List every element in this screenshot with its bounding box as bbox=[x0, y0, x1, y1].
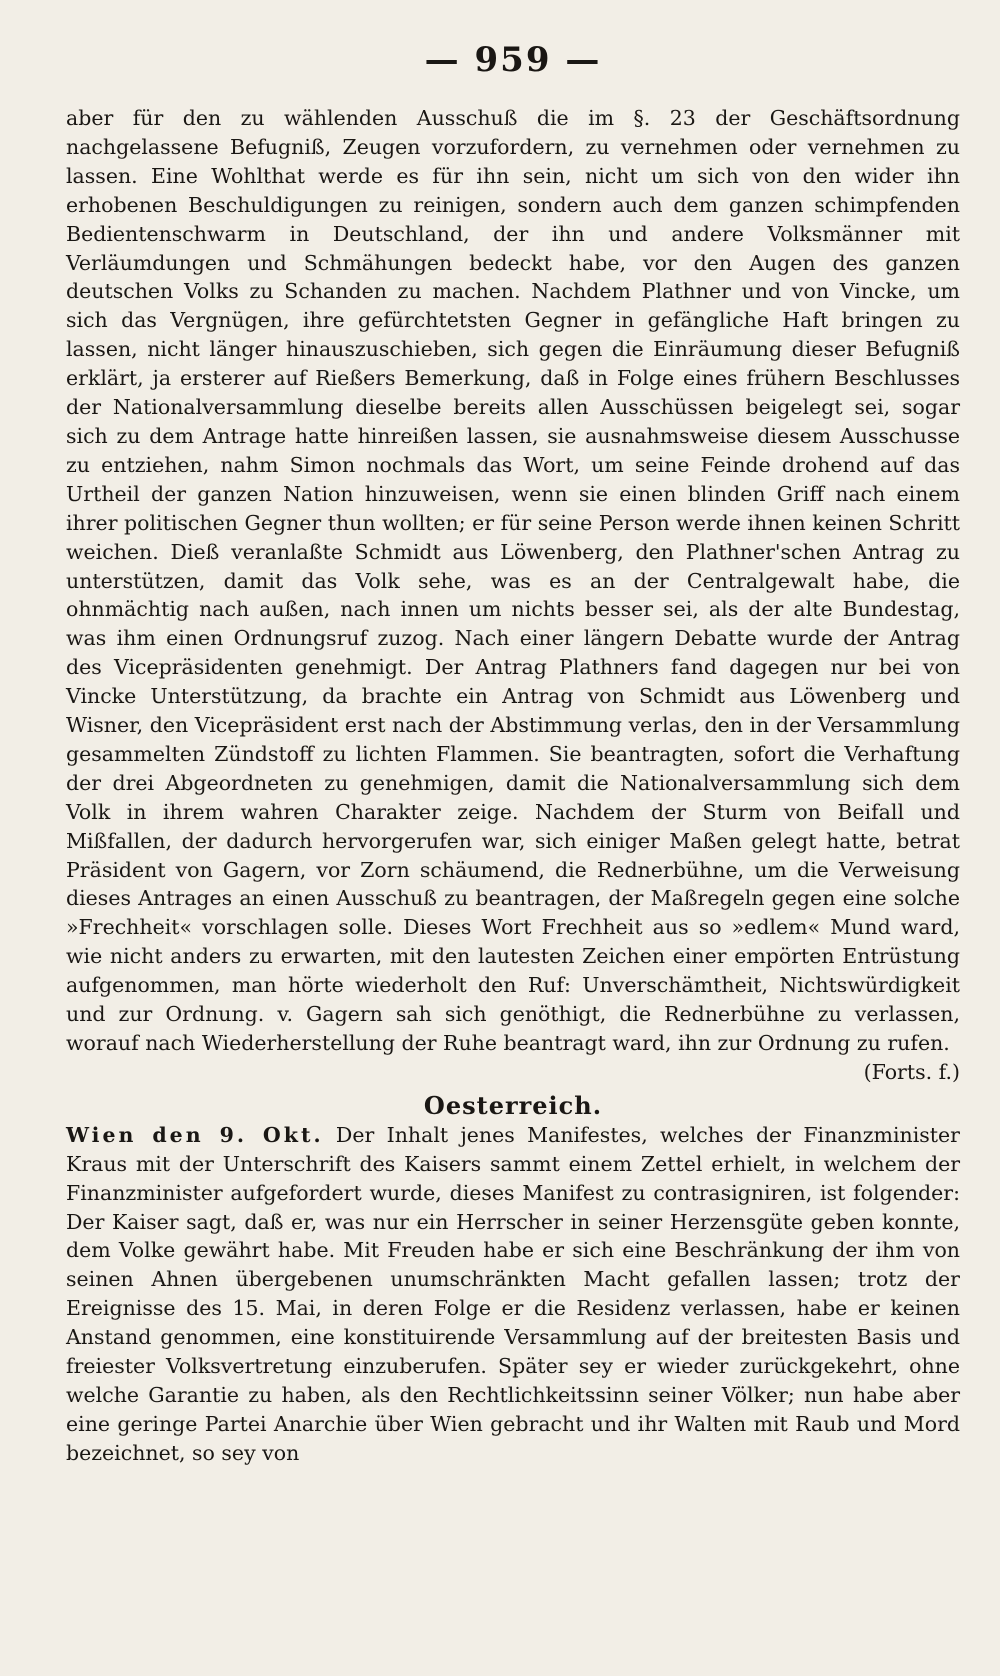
section-heading: Oesterreich. bbox=[423, 1090, 603, 1120]
continuation-note: (Forts. f.) bbox=[863, 1059, 960, 1084]
section-paragraph bbox=[66, 1121, 960, 1468]
article-paragraph: aber für den zu wählenden Ausschuß die im §. 23 der Geschäftsordnung nachgelassene Befugniß, Zeugen vorzufordern, zu vernehmen oder vernehmen zu lassen. Eine Wohlthat werde es für ihn sein, nicht um sich von den wider ihn erhobenen Beschuldigungen zu reinigen, sondern auch dem ganzen schimpfenden Bedientenschwarm in Deutschland, der ihn und andere Volksmänner mit Verläumdungen und Schmähungen bedeckt habe, vor den Augen des ganzen deutschen Volks zu Schanden zu machen. Nachdem Plathner und von Vincke, um sich das Vergnügen, ihre gefürchtetsten Gegner in gefängliche Haft bringen zu lassen, nicht länger hinauszuschieben, sich gegen die Einräumung dieser Befugniß erklärt, ja ersterer auf Rießers Bemerkung, daß in Folge eines frühern Beschlusses der Nationalversammlung dieselbe bereits allen Ausschüssen beigelegt sei, sogar sich zu dem Antrage hatte hinreißen lassen, sie ausnahmsweise diesem Ausschusse zu entziehen, nahm Simon nochmals das Wort, um seine Feinde drohend auf das Urtheil der ganzen Nation hinzuweisen, wenn sie einen blinden Griff nach einem ihrer politischen Gegner thun wollten; er für seine Person werde ihnen keinen Schritt weichen. Dieß veranlaßte Schmidt aus Löwenberg, den Plathner'schen Antrag zu unterstützen, damit das Volk sehe, was es an der Centralgewalt habe, die ohnmächtig nach außen, nach innen um nichts besser sei, als der alte Bundestag, was ihm einen Ordnungsruf zuzog. Nach einer längern Debatte wurde der Antrag des Vicepräsidenten genehmigt. Der Antrag Plathners fand dagegen nur bei von Vincke Unterstützung, da brachte ein Antrag von Schmidt aus Löwenberg und Wisner, den Vicepräsident erst nach der Abstimmung verlas, den in der Versammlung gesammelten Zündstoff zu lichten Flammen. Sie beantragten, sofort die Verhaftung der drei Abgeordneten zu genehmigen, damit die Nationalversammlung sich dem Volk in ihrem wahren Charakter zeige. Nachdem der Sturm von Beifall und Mißfallen, der dadurch hervorgerufen war, sich einiger Maßen gelegt hatte, betrat Präsident von Gagern, vor Zorn schäumend, die Rednerbühne, um die Verweisung dieses Antrages an einen Ausschuß zu beantragen, der Maßregeln gegen eine solche »Frechheit« vorschlagen solle. Dieses Wort Frechheit aus so »edlem« Mund ward, wie nicht anders zu erwarten, mit den lautesten Zeichen einer empörten Entrüstung aufgenommen, man hörte wiederholt den Ruf: Unverschämtheit, Nichtswürdigkeit und zur Ordnung. v. Gagern sah sich genöthigt, die Rednerbühne zu verlassen, worauf nach Wiederherstellung der Ruhe beantragt ward, ihn zur Ordnung zu rufen. bbox=[66, 106, 960, 1055]
section-dateline: Wien den 9. Okt. bbox=[66, 1122, 324, 1147]
page-number: — 959 — bbox=[424, 40, 602, 80]
continuation-line bbox=[66, 1058, 960, 1087]
section-text: Der Inhalt jenes Manifestes, welches der Finanzminister Kraus mit der Unterschrift des Kaisers sammt einem Zettel erhielt, in welchem der Finanzminister aufgefordert wurde, dieses Manifest zu contrasigniren, ist folgender: Der Kaiser sagt, daß er, was nur ein Herrscher in seiner Herzensgüte geben konnte, dem Volke gewährt habe. Mit Freuden habe er sich eine Beschränkung der ihm von seinen Ahnen übergebenen unumschränkten Macht gefallen lassen; trotz der Ereignisse des 15. Mai, in deren Folge er die Residenz verlassen, habe er keinen Anstand genommen, eine konstituirende Versammlung auf der breitesten Basis und freiester Volksvertretung einzuberufen. Später sey er wieder zurückgekehrt, ohne welche Garantie zu haben, als den Rechtlichkeitssinn seiner Völker; nun habe aber eine geringe Partei Anarchie über Wien gebracht und ihr Walten mit Raub und Mord bezeichnet, so sey von bbox=[66, 1122, 960, 1465]
article-body bbox=[66, 104, 960, 1468]
